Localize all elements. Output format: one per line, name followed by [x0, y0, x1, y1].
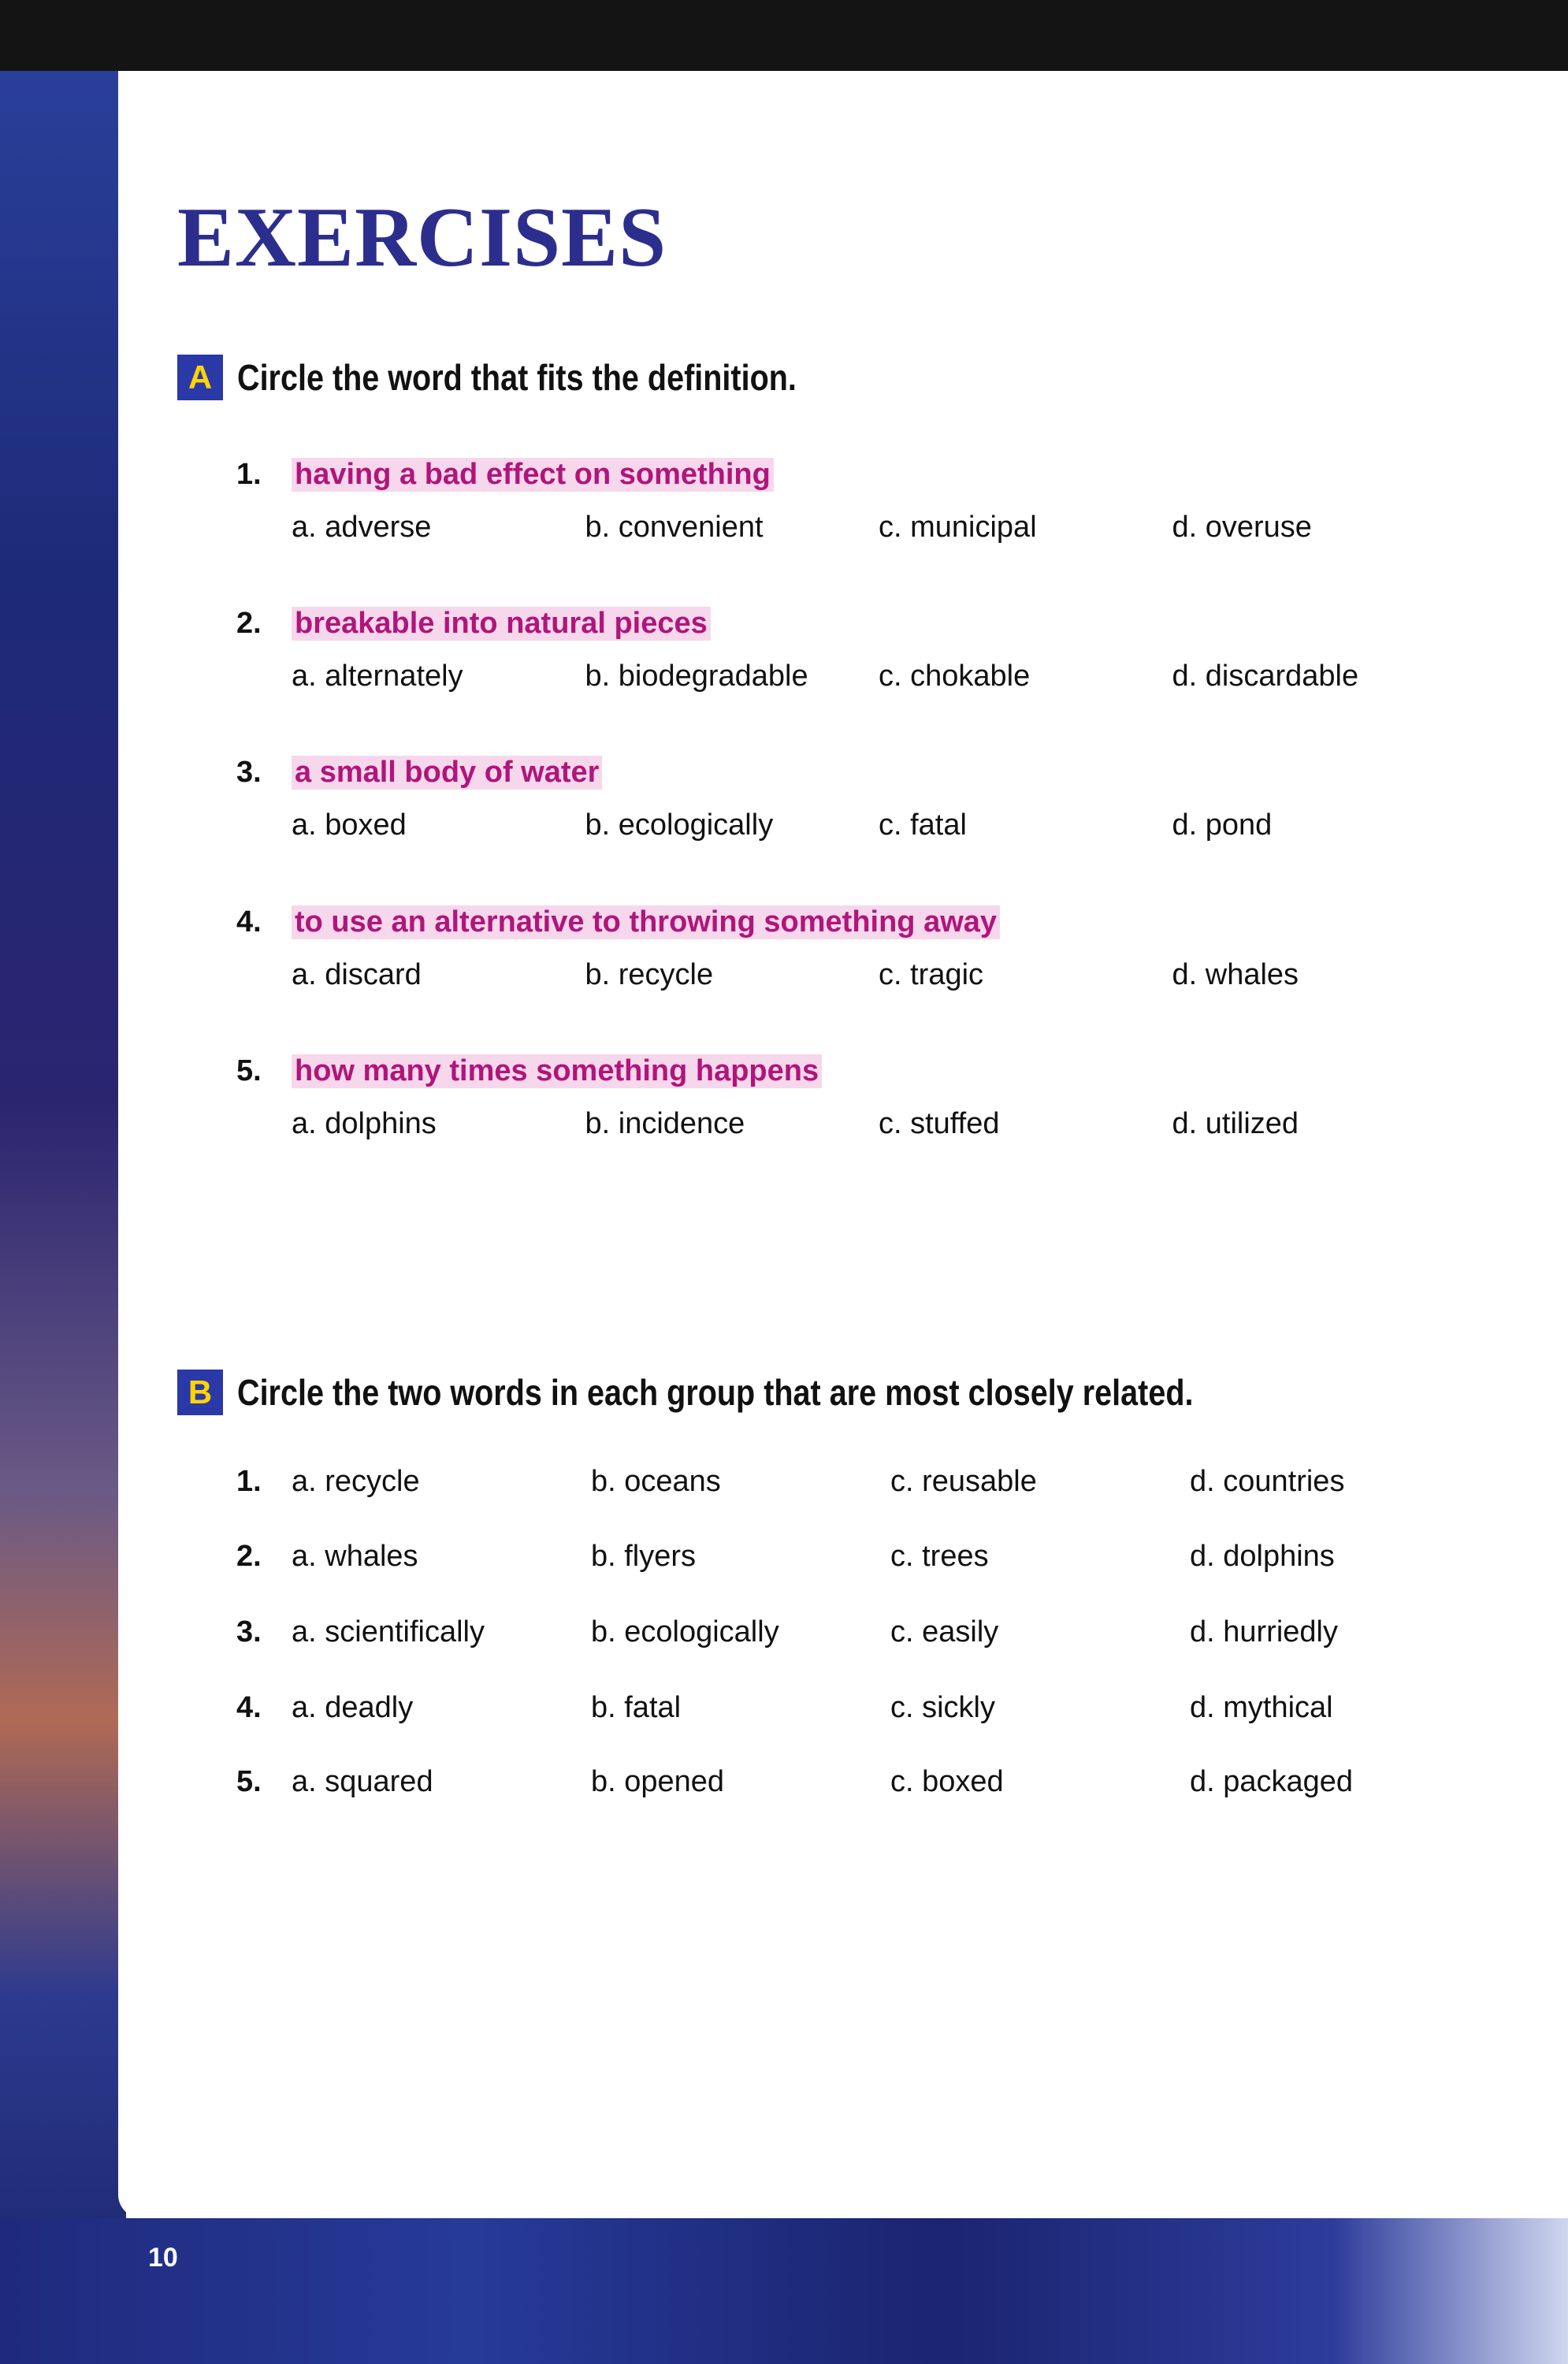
- question-number: 5.: [236, 1054, 262, 1087]
- bottom-decorative-band: [0, 2218, 1568, 2364]
- question-definition: having a bad effect on something: [292, 458, 774, 492]
- section-a-heading: [177, 355, 887, 400]
- option-d[interactable]: d. discardable: [1172, 660, 1359, 693]
- option-b[interactable]: b. biodegradable: [585, 660, 808, 693]
- row-number: 5.: [236, 1764, 262, 1798]
- option-c[interactable]: c. municipal: [879, 511, 1037, 544]
- option-d[interactable]: d. dolphins: [1190, 1539, 1335, 1573]
- question-number: 3.: [236, 755, 262, 789]
- section-b-row-5: [236, 1760, 1489, 1804]
- question-definition: how many times something happens: [292, 1054, 822, 1088]
- left-decorative-strip: [0, 71, 126, 2364]
- row-number: 2.: [236, 1539, 262, 1573]
- option-b[interactable]: b. incidence: [585, 1107, 745, 1140]
- option-d[interactable]: d. whales: [1172, 958, 1299, 991]
- option-c[interactable]: c. tragic: [879, 958, 984, 991]
- option-a[interactable]: a. deadly: [292, 1690, 414, 1724]
- section-b-row-3: [236, 1610, 1489, 1654]
- question-definition: to use an alternative to throwing something away: [292, 905, 1000, 939]
- option-b[interactable]: b. convenient: [585, 511, 764, 544]
- section-a-question-5: [236, 1049, 1466, 1141]
- section-a-instruction: Circle the word that fits the definition.: [237, 357, 797, 398]
- option-a[interactable]: a. squared: [292, 1764, 433, 1798]
- option-a[interactable]: a. whales: [292, 1539, 418, 1573]
- section-a-question-1: [236, 452, 1466, 545]
- option-d[interactable]: d. pond: [1172, 808, 1273, 842]
- section-b-instruction: Circle the two words in each group that are most closely related.: [237, 1372, 1194, 1413]
- option-d[interactable]: d. mythical: [1190, 1690, 1333, 1724]
- section-b-badge: B: [177, 1370, 223, 1415]
- question-definition: breakable into natural pieces: [292, 607, 711, 641]
- option-a[interactable]: a. boxed: [292, 808, 407, 842]
- option-b[interactable]: b. ecologically: [591, 1615, 779, 1648]
- option-a[interactable]: a. alternately: [292, 660, 463, 693]
- top-scan-border: [0, 0, 1568, 71]
- question-number: 4.: [236, 905, 262, 939]
- option-c[interactable]: c. boxed: [890, 1764, 1004, 1798]
- option-a[interactable]: a. scientifically: [292, 1615, 485, 1648]
- row-number: 4.: [236, 1690, 262, 1724]
- question-definition: a small body of water: [292, 756, 602, 790]
- option-a[interactable]: a. discard: [292, 958, 422, 991]
- question-number: 2.: [236, 606, 262, 640]
- page-title: EXERCISES: [177, 191, 667, 284]
- section-b-row-1: [236, 1459, 1489, 1504]
- section-a-badge: A: [177, 355, 223, 400]
- option-c[interactable]: c. chokable: [879, 660, 1031, 693]
- section-b-row-4: [236, 1686, 1489, 1730]
- option-c[interactable]: c. easily: [890, 1615, 999, 1648]
- option-c[interactable]: c. reusable: [890, 1464, 1037, 1498]
- option-b[interactable]: b. fatal: [591, 1690, 682, 1724]
- option-c[interactable]: c. stuffed: [879, 1107, 1000, 1140]
- option-d[interactable]: d. overuse: [1172, 511, 1312, 544]
- option-a[interactable]: a. recycle: [292, 1464, 420, 1498]
- option-a[interactable]: a. adverse: [292, 511, 432, 544]
- option-c[interactable]: c. trees: [890, 1539, 989, 1573]
- option-b[interactable]: b. recycle: [585, 958, 714, 991]
- section-a-question-3: [236, 750, 1466, 842]
- section-a-question-4: [236, 900, 1466, 992]
- option-d[interactable]: d. hurriedly: [1190, 1615, 1338, 1648]
- option-c[interactable]: c. sickly: [890, 1690, 995, 1724]
- option-b[interactable]: b. opened: [591, 1764, 725, 1798]
- option-a[interactable]: a. dolphins: [292, 1107, 437, 1140]
- option-d[interactable]: d. utilized: [1172, 1107, 1299, 1140]
- option-b[interactable]: b. flyers: [591, 1539, 697, 1573]
- row-number: 1.: [236, 1464, 262, 1498]
- option-d[interactable]: d. countries: [1190, 1464, 1345, 1498]
- section-b-heading: [177, 1370, 1349, 1415]
- section-a-question-2: [236, 601, 1466, 693]
- option-b[interactable]: b. oceans: [591, 1464, 721, 1498]
- page-number: 10: [148, 2243, 178, 2273]
- section-b-row-2: [236, 1534, 1489, 1578]
- option-b[interactable]: b. ecologically: [585, 808, 774, 842]
- option-c[interactable]: c. fatal: [879, 808, 967, 842]
- question-number: 1.: [236, 457, 262, 491]
- row-number: 3.: [236, 1615, 262, 1648]
- option-d[interactable]: d. packaged: [1190, 1764, 1354, 1798]
